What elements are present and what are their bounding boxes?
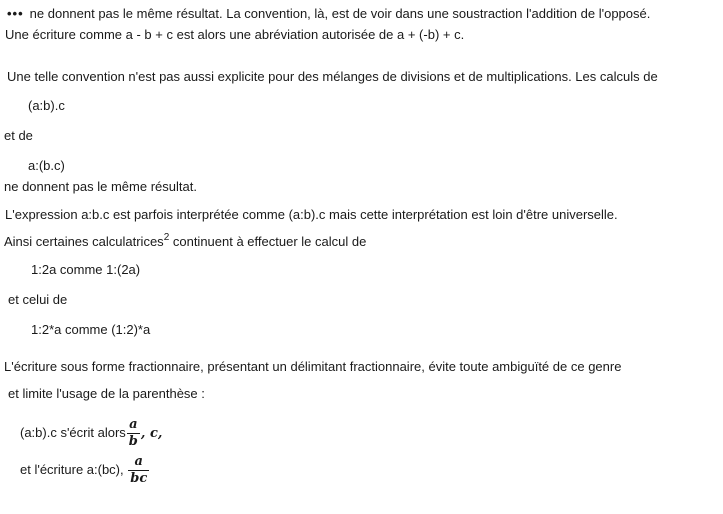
text-content: Ainsi certaines calculatrices (4, 234, 164, 249)
fraction-line-2 (20, 451, 150, 489)
formula-line-3: 1:2a comme 1:(2a) (31, 262, 141, 277)
ellipsis-icon: ••• (7, 6, 24, 21)
text-line-9: L'écriture sous forme fractionnaire, présentant un délimitant fractionnaire, évite toute ambiguïté de ce genre (4, 359, 622, 374)
text-line-2: Une écriture comme a - b + c est alors une abréviation autorisée de a + (-b) + c. (5, 27, 465, 42)
text-content: (a:b).c s'écrit alors (20, 425, 126, 440)
text-line-1 (7, 6, 650, 22)
fraction-denominator: b (128, 434, 138, 450)
text-line-5: ne donnent pas le même résultat. (4, 179, 197, 194)
text-line-7 (4, 234, 366, 250)
text-content: ne donnent pas le même résultat. La convention, là, est de voir dans une soustraction l'addition de l'opposé. (29, 6, 651, 21)
fraction-a-over-bc (128, 455, 149, 486)
text-line-4: et de (4, 128, 33, 143)
fraction-a-over-b (127, 418, 140, 449)
fraction-numerator: a (129, 417, 138, 433)
footnote-ref[interactable]: 2 (163, 232, 170, 243)
text-line-3: Une telle convention n'est pas aussi explicite pour des mélanges de divisions et de multiplications. Les calculs de (7, 69, 658, 84)
text-line-10: et limite l'usage de la parenthèse : (8, 386, 205, 401)
text-content: continuent à effectuer le calcul de (169, 234, 367, 249)
text-content: et l'écriture a:(bc), (20, 462, 124, 477)
formula-line-1: (a:b).c (28, 98, 65, 113)
math-text: , c, (140, 426, 163, 441)
formula-line-4: 1:2*a comme (1:2)*a (31, 322, 151, 337)
fraction-line-1 (20, 414, 162, 453)
formula-line-2: a:(b.c) (28, 158, 65, 173)
fraction-numerator: a (134, 454, 143, 470)
text-line-8: et celui de (8, 292, 68, 307)
fraction-denominator: bc (130, 471, 148, 487)
text-line-6: L'expression a:b.c est parfois interprétée comme (a:b).c mais cette interprétation est loin d'être universelle. (5, 207, 618, 222)
